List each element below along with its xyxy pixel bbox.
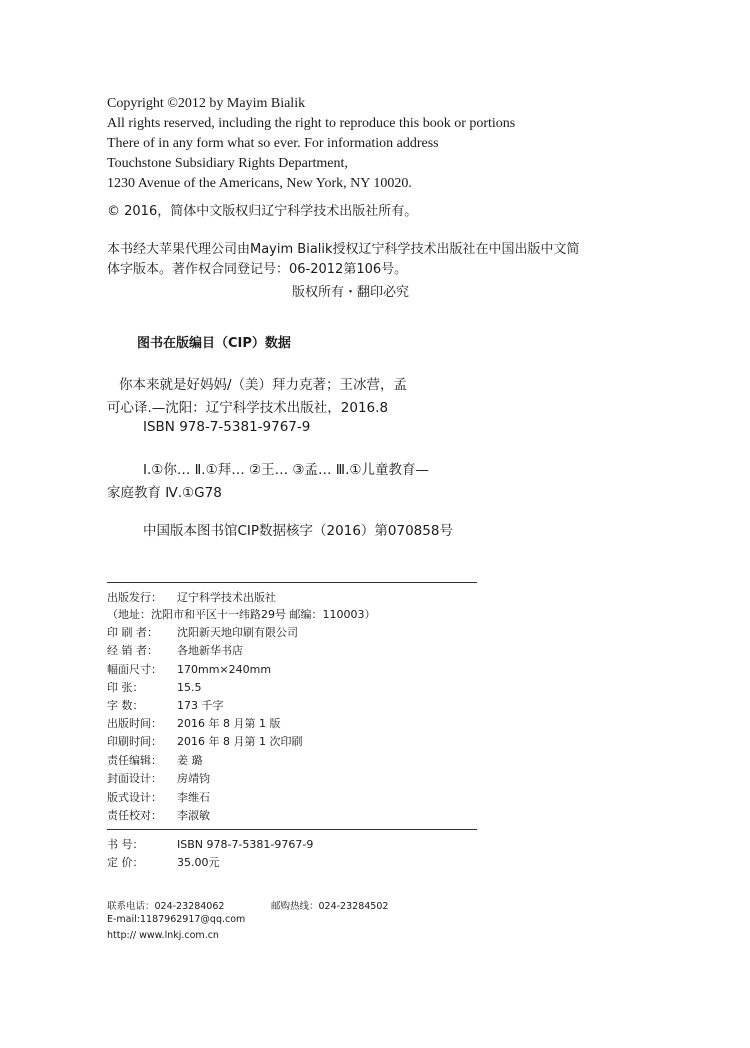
info-label: 出版发行： xyxy=(107,591,162,604)
info-value: 各地新华书店 xyxy=(177,644,243,657)
info-value: 李维石 xyxy=(177,791,210,804)
info-value: 沈阳新天地印刷有限公司 xyxy=(177,626,298,639)
info-row-word-count xyxy=(107,698,224,714)
info-value: 房靖钧 xyxy=(177,772,210,785)
info-value: 辽宁科学技术出版社 xyxy=(177,591,276,604)
info-row-price xyxy=(107,855,220,871)
info-row-address xyxy=(107,607,375,623)
cip-verify-number: 中国版本图书馆CIP数据核字（2016）第070858号 xyxy=(143,523,453,539)
info-label: 印刷时间： xyxy=(107,735,162,748)
info-label: 印 刷 者： xyxy=(107,626,158,639)
cip-isbn: ISBN 978-7-5381-9767-9 xyxy=(143,419,311,435)
info-label: 封面设计： xyxy=(107,772,162,785)
info-row-publish-date xyxy=(107,716,280,732)
info-row-distributor xyxy=(107,643,243,659)
contact-email[interactable]: E-mail:1187962917@qq.com xyxy=(107,914,246,925)
info-row-isbn xyxy=(107,837,313,853)
info-row-format xyxy=(107,662,271,678)
info-label: 经 销 者： xyxy=(107,644,158,657)
info-row-layout-design xyxy=(107,790,210,806)
info-row-sheets xyxy=(107,680,202,696)
info-value: 姜 璐 xyxy=(177,754,203,767)
info-label: 幅面尺寸： xyxy=(107,663,162,676)
copyright-line-1: Copyright ©2012 by Mayim Bialik xyxy=(107,96,306,111)
info-label: 字 数： xyxy=(107,699,144,712)
class-line-1: Ⅰ.①你… Ⅱ.①拜… ②王… ③孟… Ⅲ.①儿童教育— xyxy=(143,462,429,478)
class-line-2: 家庭教育 Ⅳ.①G78 xyxy=(107,485,222,501)
contact-mail-order: 邮购热线：024-23284502 xyxy=(271,901,389,912)
info-label: 版式设计： xyxy=(107,791,162,804)
cip-line-2: 可心译.—沈阳：辽宁科学技术出版社，2016.8 xyxy=(107,400,389,416)
contact-website[interactable]: http:// www.lnkj.com.cn xyxy=(107,930,219,941)
cip-line-1: 你本来就是好妈妈/（美）拜力克著；王冰营，孟 xyxy=(119,377,408,393)
info-value: （地址：沈阳市和平区十一纬路29号 邮编：110003） xyxy=(107,608,376,621)
info-label: 书 号： xyxy=(107,838,144,851)
divider-bottom xyxy=(107,829,477,830)
info-label: 定 价： xyxy=(107,856,144,869)
info-label: 责任校对： xyxy=(107,809,162,822)
rights-reserved: 版权所有・翻印必究 xyxy=(292,285,410,300)
info-value: 173 千字 xyxy=(177,699,224,712)
info-value: 15.5 xyxy=(177,681,202,694)
info-row-cover-design xyxy=(107,771,210,787)
copyright-line-2: All rights reserved, including the right to reproduce this book or portions xyxy=(107,116,516,131)
info-value: 2016 年 8 月第 1 版 xyxy=(177,717,281,730)
cip-title: 图书在版编目（CIP）数据 xyxy=(137,336,291,351)
license-line-2: 体字版本。著作权合同登记号：06-2012第106号。 xyxy=(107,262,408,277)
info-value: 170mm×240mm xyxy=(177,663,272,676)
info-row-print-date xyxy=(107,734,302,750)
info-value: ISBN 978-7-5381-9767-9 xyxy=(177,838,314,851)
info-value: 李淑敏 xyxy=(177,809,210,822)
info-label: 印 张： xyxy=(107,681,144,694)
copyright-line-3: There of in any form what so ever. For information address xyxy=(107,136,439,151)
copyright-line-5: 1230 Avenue of the Americans, New York, NY 10020. xyxy=(107,176,412,191)
copyright-line-4: Touchstone Subsidiary Rights Department, xyxy=(107,156,348,171)
info-value: 2016 年 8 月第 1 次印刷 xyxy=(177,735,303,748)
info-label: 责任编辑： xyxy=(107,754,162,767)
divider-top xyxy=(107,582,477,583)
info-row-printer xyxy=(107,625,298,641)
info-row-proofreader xyxy=(107,808,210,824)
contact-phone: 联系电话：024-23284062 xyxy=(107,901,225,912)
info-label: 出版时间： xyxy=(107,717,162,730)
info-row-publisher xyxy=(107,590,276,606)
license-line-1: 本书经大苹果代理公司由Mayim Bialik授权辽宁科学技术出版社在中国出版中文简 xyxy=(107,242,580,257)
info-row-editor xyxy=(107,753,203,769)
info-value: 35.00元 xyxy=(177,856,220,869)
copyright-cn: © 2016，简体中文版权归辽宁科学技术出版社所有。 xyxy=(107,204,418,219)
